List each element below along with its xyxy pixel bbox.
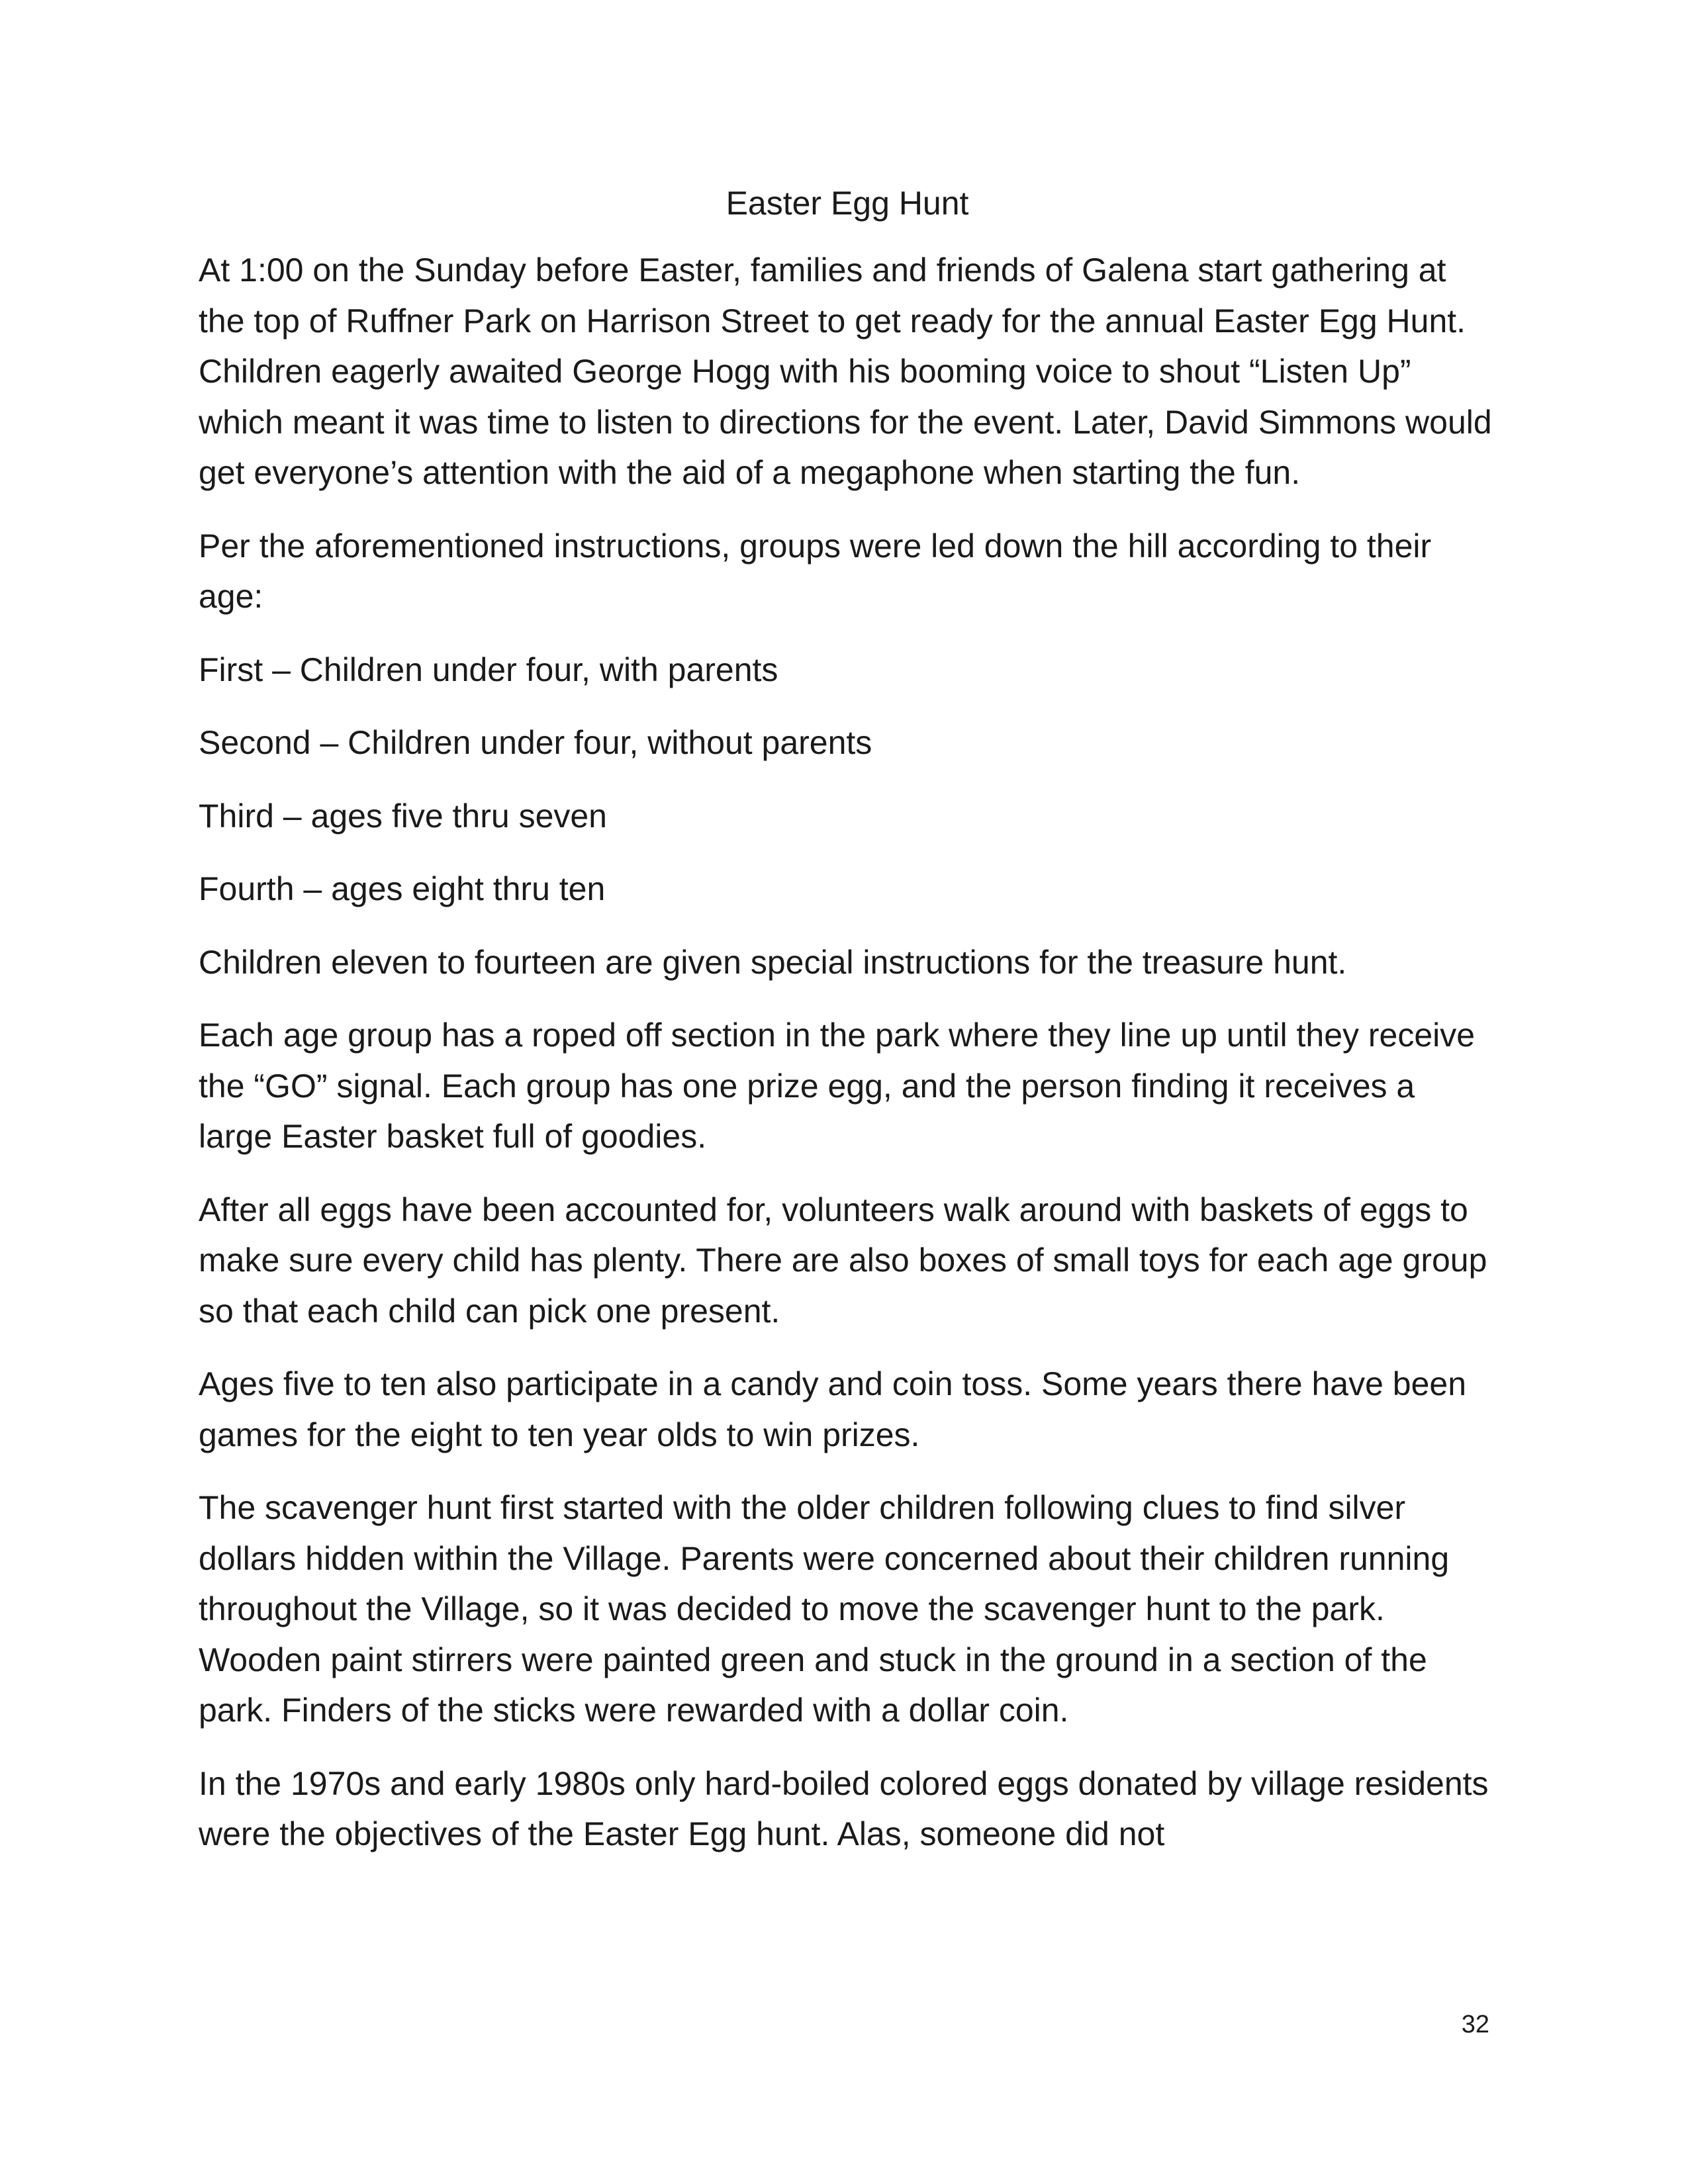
list-item-first: First – Children under four, with parents bbox=[199, 651, 778, 688]
page-title: Easter Egg Hunt bbox=[726, 185, 969, 222]
list-item-fourth: Fourth – ages eight thru ten bbox=[199, 870, 606, 907]
paragraph-age-groups: Each age group has a roped off section in the park where they line up until they receive the “GO” signal. Each group has one prize egg, and the person finding it receives a large Easter basket full of goodies. bbox=[199, 1017, 1476, 1155]
paragraph-history: In the 1970s and early 1980s only hard-boiled colored eggs donated by village residents were the objectives of the Easter Egg hunt. Alas, someone did not bbox=[199, 1764, 1489, 1852]
page-number: 32 bbox=[1461, 2011, 1489, 2038]
paragraph-scavenger-hunt: The scavenger hunt first started with the older children following clues to find silver dollars hidden within the Village. Parents were concerned about their children running throughout the Village, so it was decided to move the scavenger hunt to the park. Wooden paint stirrers were painted green and stuck in the ground in a section of the park. Finders of the sticks were rewarded with a dollar coin. bbox=[199, 1489, 1450, 1729]
document-body bbox=[199, 173, 1496, 1882]
paragraph-after-eggs: After all eggs have been accounted for, volunteers walk around with baskets of eggs to make sure every child has plenty. There are also boxes of small toys for each age group so that each child can pick one present. bbox=[199, 1191, 1487, 1330]
list-item-second: Second – Children under four, without parents bbox=[199, 724, 872, 761]
paragraph-candy-toss: Ages five to ten also participate in a candy and coin toss. Some years there have been games for the eight to ten year olds to win prizes. bbox=[199, 1365, 1467, 1453]
list-item-third: Third – ages five thru seven bbox=[199, 797, 607, 835]
paragraph-treasure-hunt: Children eleven to fourteen are given special instructions for the treasure hunt. bbox=[199, 943, 1347, 981]
paragraph-instructions: Per the aforementioned instructions, groups were led down the hill according to their age: bbox=[199, 527, 1432, 615]
paragraph-intro: At 1:00 on the Sunday before Easter, families and friends of Galena start gathering at the top of Ruffner Park on Harrison Street to get ready for the annual Easter Egg Hunt. Children eagerly awaited George Hogg with his booming voice to shout “Listen Up” which meant it was time to listen to directions for the event. Later, David Simmons would get everyone’s attention with the aid of a megaphone when starting the fun. bbox=[199, 251, 1492, 491]
